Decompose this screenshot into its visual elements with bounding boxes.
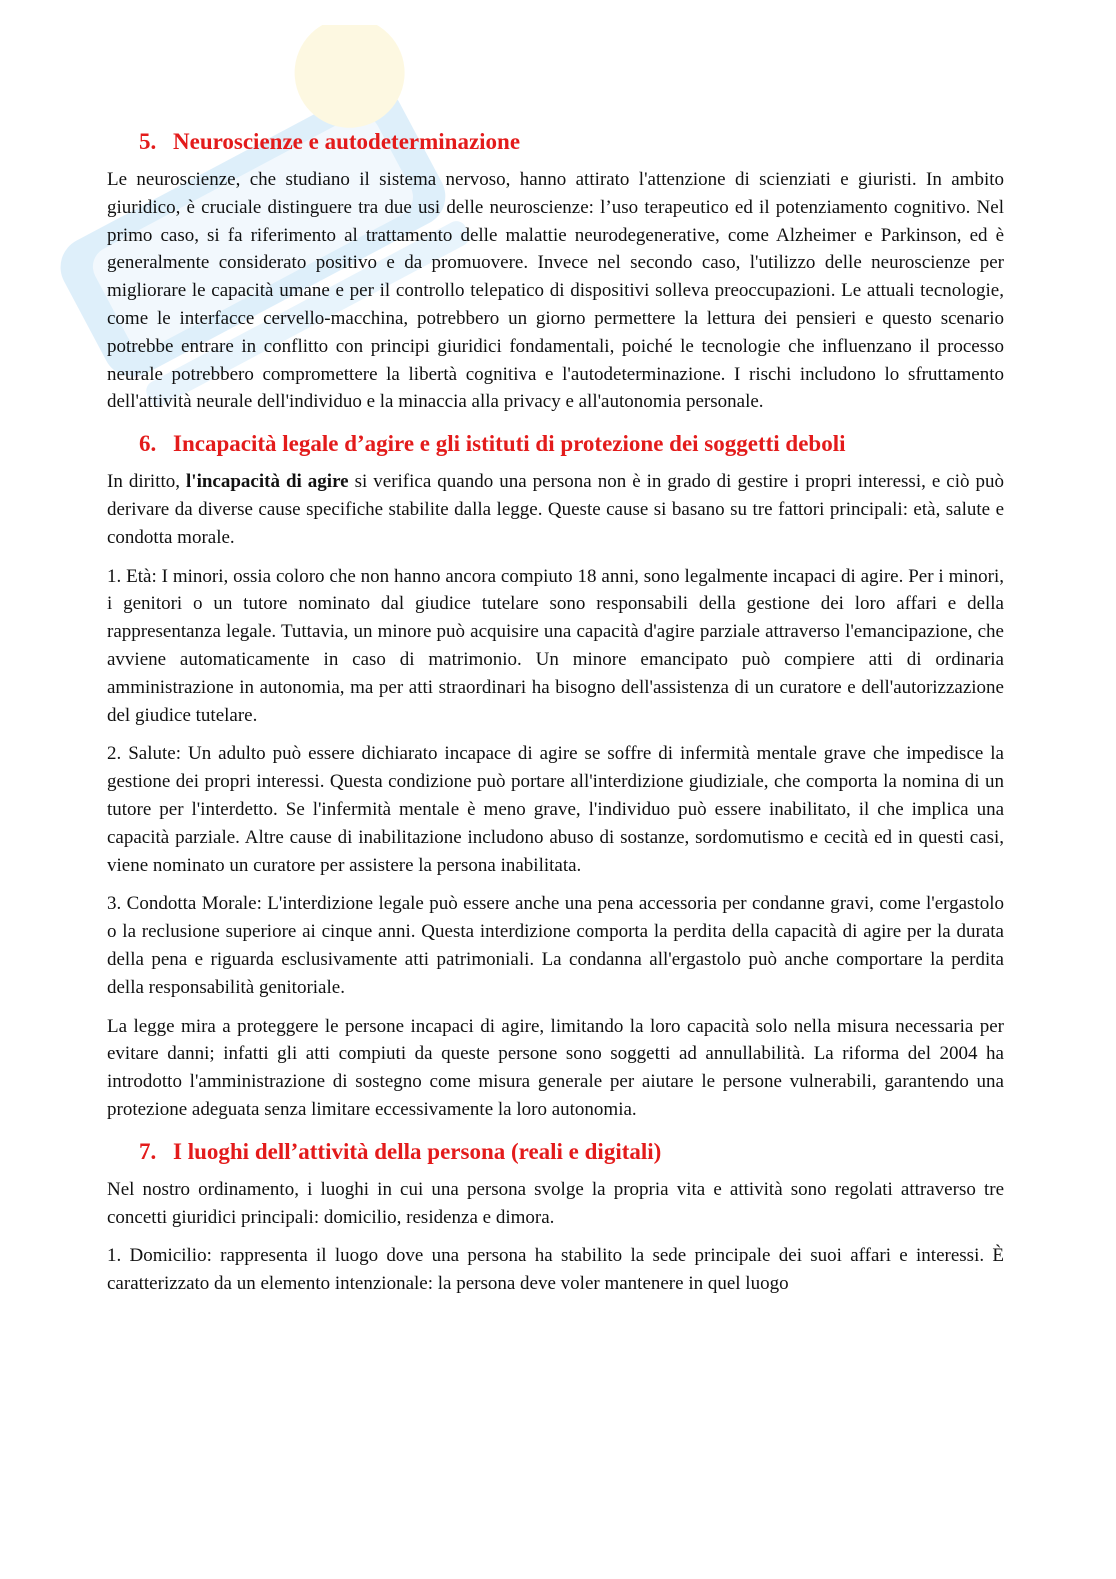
section-6 <box>107 430 1004 1124</box>
section-6-p1-post: si verifica quando una persona non è in grado di gestire i propri interessi, e ciò può derivare da diverse cause specifiche stabilite dalla legge. Queste cause si basano su tre fattori principali: età, salute e condotta morale. <box>107 471 1004 548</box>
section-6-paragraph-1 <box>107 468 1004 551</box>
section-6-paragraph-4: 3. Condotta Morale: L'interdizione legale può essere anche una pena accessoria per condanne gravi, come l'ergastolo o la reclusione superiore ai cinque anni. Questa interdizione comporta la perdita della capacità di agire per la durata della pena e riguarda esclusivamente atti patrimoniali. La condanna all'ergastolo può anche comportare la perdita della responsabilità genitoriale. <box>107 893 1004 998</box>
section-7-paragraph-2: 1. Domicilio: rappresenta il luogo dove una persona ha stabilito la sede principale dei suoi affari e interessi. È caratterizzato da un elemento intenzionale: la persona deve voler mantenere in quel luogo <box>107 1245 1004 1295</box>
section-5-number: 5. <box>139 129 157 154</box>
section-6-paragraph-5: La legge mira a proteggere le persone incapaci di agire, limitando la loro capacità solo nella misura necessaria per evitare danni; infatti gli atti compiuti da queste persone sono soggetti ad annullabilità. La riforma del 2004 ha introdotto l'amministrazione di sostegno come misura generale per aiutare le persone vulnerabili, garantendo una protezione adeguata senza limitare eccessivamente la loro autonomia. <box>107 1015 1004 1120</box>
section-6-heading <box>107 430 1004 458</box>
section-5-paragraph-1: Le neuroscienze, che studiano il sistema nervoso, hanno attirato l'attenzione di scienziati e giuristi. In ambito giuridico, è cruciale distinguere tra due usi delle neuroscienze: l’uso terapeutico ed il potenziamento cognitivo. Nel primo caso, si fa riferimento al trattamento delle malattie neurodegenerative, come Alzheimer e Parkinson, ed è generalmente considerato positivo e da promuovere. Invece nel secondo caso, l'utilizzo delle neuroscienze per migliorare le capacità umane e per il controllo telepatico di dispositivi solleva preoccupazioni. Le attuali tecnologie, come le interfacce cervello-macchina, potrebbero un giorno permettere la lettura dei pensieri e questo scenario potrebbe entrare in conflitto con principi giuridici fondamentali, poiché le tecnologie che influenzano il processo neurale potrebbero compromettere la libertà cognitiva e l'autodeterminazione. I rischi includono lo sfruttamento dell'attività neurale dell'individuo e la minaccia alla privacy e all'autonomia personale. <box>107 169 1004 413</box>
section-6-title: Incapacità legale d’agire e gli istituti di protezione dei soggetti deboli <box>173 431 846 457</box>
section-7-number: 7. <box>139 1138 157 1164</box>
section-6-paragraph-3: 2. Salute: Un adulto può essere dichiarato incapace di agire se soffre di infermità mentale grave che impedisce la gestione dei propri interessi. Questa condizione può portare all'interdizione giudiziale, che comporta la nomina di un tutore per l'interdetto. Se l'infermità mentale è meno grave, l'individuo può essere inabilitato, il che implica una capacità parziale. Altre cause di inabilitazione includono abuso di sostanze, sordomutismo e cecità ed in questi casi, viene nominato un curatore per assistere la persona inabilitata. <box>107 743 1004 876</box>
section-7-heading <box>107 1138 1004 1166</box>
section-5 <box>107 128 1004 416</box>
section-5-heading <box>107 128 1004 156</box>
section-6-p1-bold: l'incapacità di agire <box>186 471 349 493</box>
section-7 <box>107 1138 1004 1298</box>
document-page <box>107 128 1004 1309</box>
section-5-title: Neuroscienze e autodeterminazione <box>173 129 521 154</box>
section-6-p1-pre: In diritto, <box>107 471 187 493</box>
section-6-number: 6. <box>139 431 157 457</box>
section-7-paragraph-1: Nel nostro ordinamento, i luoghi in cui una persona svolge la propria vita e attività sono regolati attraverso tre concetti giuridici principali: domicilio, residenza e dimora. <box>107 1178 1004 1228</box>
section-7-title: I luoghi dell’attività della persona (reali e digitali) <box>173 1138 662 1164</box>
section-6-paragraph-2: 1. Età: I minori, ossia coloro che non hanno ancora compiuto 18 anni, sono legalmente incapaci di agire. Per i minori, i genitori o un tutore nominato dal giudice tutelare sono responsabili della gestione dei loro affari e della rappresentanza legale. Tuttavia, un minore può acquisire una capacità d'agire parziale attraverso l'emancipazione, che avviene automaticamente in caso di matrimonio. Un minore emancipato può compiere atti di ordinaria amministrazione in autonomia, ma per atti straordinari ha bisogno dell'assistenza di un curatore e dell'autorizzazione del giudice tutelare. <box>107 565 1004 726</box>
